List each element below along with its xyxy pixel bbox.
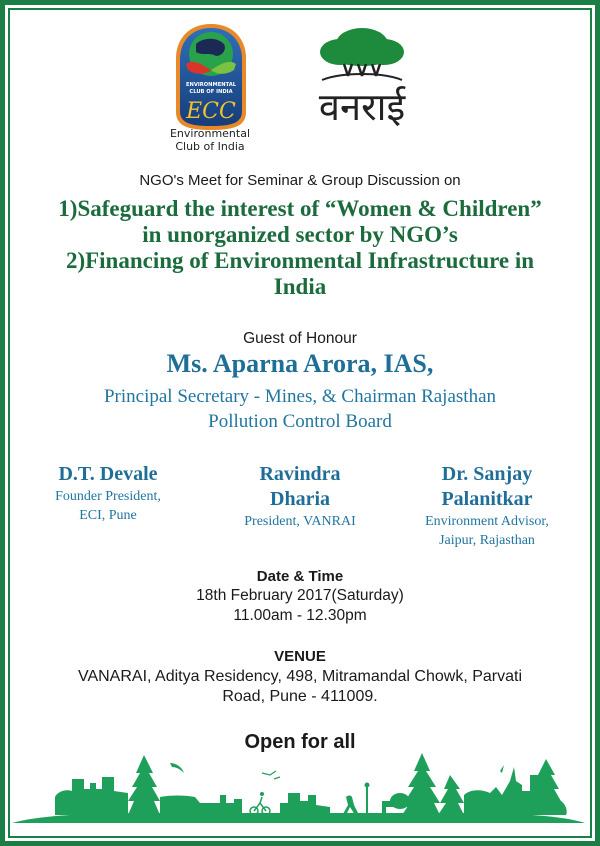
vanrai-wordmark: वनराई [318, 85, 406, 129]
tree-icon [320, 28, 404, 66]
guest-role [12, 384, 588, 434]
venue-address-line1: VANARAI, Aditya Residency, 498, Mitramandal Chowk, Parvati [77, 668, 523, 685]
runner-icon [343, 796, 358, 816]
speaker-card [402, 462, 572, 550]
event-date: 18th February 2017(Saturday) [196, 587, 404, 604]
speaker-card [215, 462, 385, 531]
pine-tree-icon [438, 775, 464, 815]
topic-line: 1)Safeguard the interest of “Women & Children” [58, 196, 542, 221]
guest-role-line1: Principal Secretary - Mines, & Chairman Rajasthan [103, 386, 497, 407]
ecc-caption-line1: Environmental [169, 127, 251, 140]
pine-tree-icon [128, 755, 160, 815]
guest-role-line2: Pollution Control Board [208, 411, 392, 432]
guest-name: Ms. Aparna Arora, IAS, [166, 349, 434, 378]
topic-line: India [273, 274, 327, 299]
ecc-monogram: ECC [186, 99, 236, 124]
vanrai-logo [292, 20, 432, 130]
venue-label: VENUE [274, 648, 326, 665]
open-for-all: Open for all [244, 731, 356, 753]
cyclist-icon [250, 797, 270, 815]
speaker-role-line2: ECI, Pune [79, 508, 137, 523]
speaker-name: D.T. Devale [58, 463, 158, 485]
speaker-name-line1: Dr. Sanjay [441, 463, 533, 485]
speaker-role-line1: Environment Advisor, [425, 514, 549, 529]
bird-icon [170, 763, 184, 773]
venue-address-line2: Road, Pune - 411009. [222, 688, 378, 705]
speaker-card [23, 462, 193, 525]
topic-line: 2)Financing of Environmental Infrastructure in [65, 248, 535, 273]
speaker-role-line1: Founder President, [55, 489, 161, 504]
speaker-role-line1: President, VANRAI [244, 514, 356, 529]
ecc-badge-line2: CLUB OF INDIA [189, 89, 233, 95]
ecc-caption [160, 127, 260, 153]
topic-line: in unorganized sector by NGO’s [142, 222, 458, 247]
skyline-illustration [10, 745, 590, 825]
lamp-post-icon [366, 785, 368, 815]
speaker-name-line2: Palanitkar [441, 488, 533, 510]
birds-icon [262, 771, 280, 779]
speaker-role-line2: Jaipur, Rajasthan [439, 533, 535, 548]
intro-text: NGO's Meet for Seminar & Group Discussion on [139, 172, 461, 189]
guest-of-honour-label: Guest of Honour [243, 330, 357, 347]
topics-heading [12, 196, 588, 300]
ecc-badge-line1: ENVIRONMENTAL [185, 82, 237, 88]
event-time: 11.00am - 12.30pm [233, 607, 367, 624]
venue-address [12, 667, 588, 707]
ecc-caption-line2: Club of India [175, 140, 245, 153]
date-time-label: Date & Time [256, 568, 344, 585]
speaker-name-line2: Dharia [270, 488, 330, 510]
bird-icon [496, 765, 504, 773]
speaker-name-line1: Ravindra [259, 463, 341, 485]
